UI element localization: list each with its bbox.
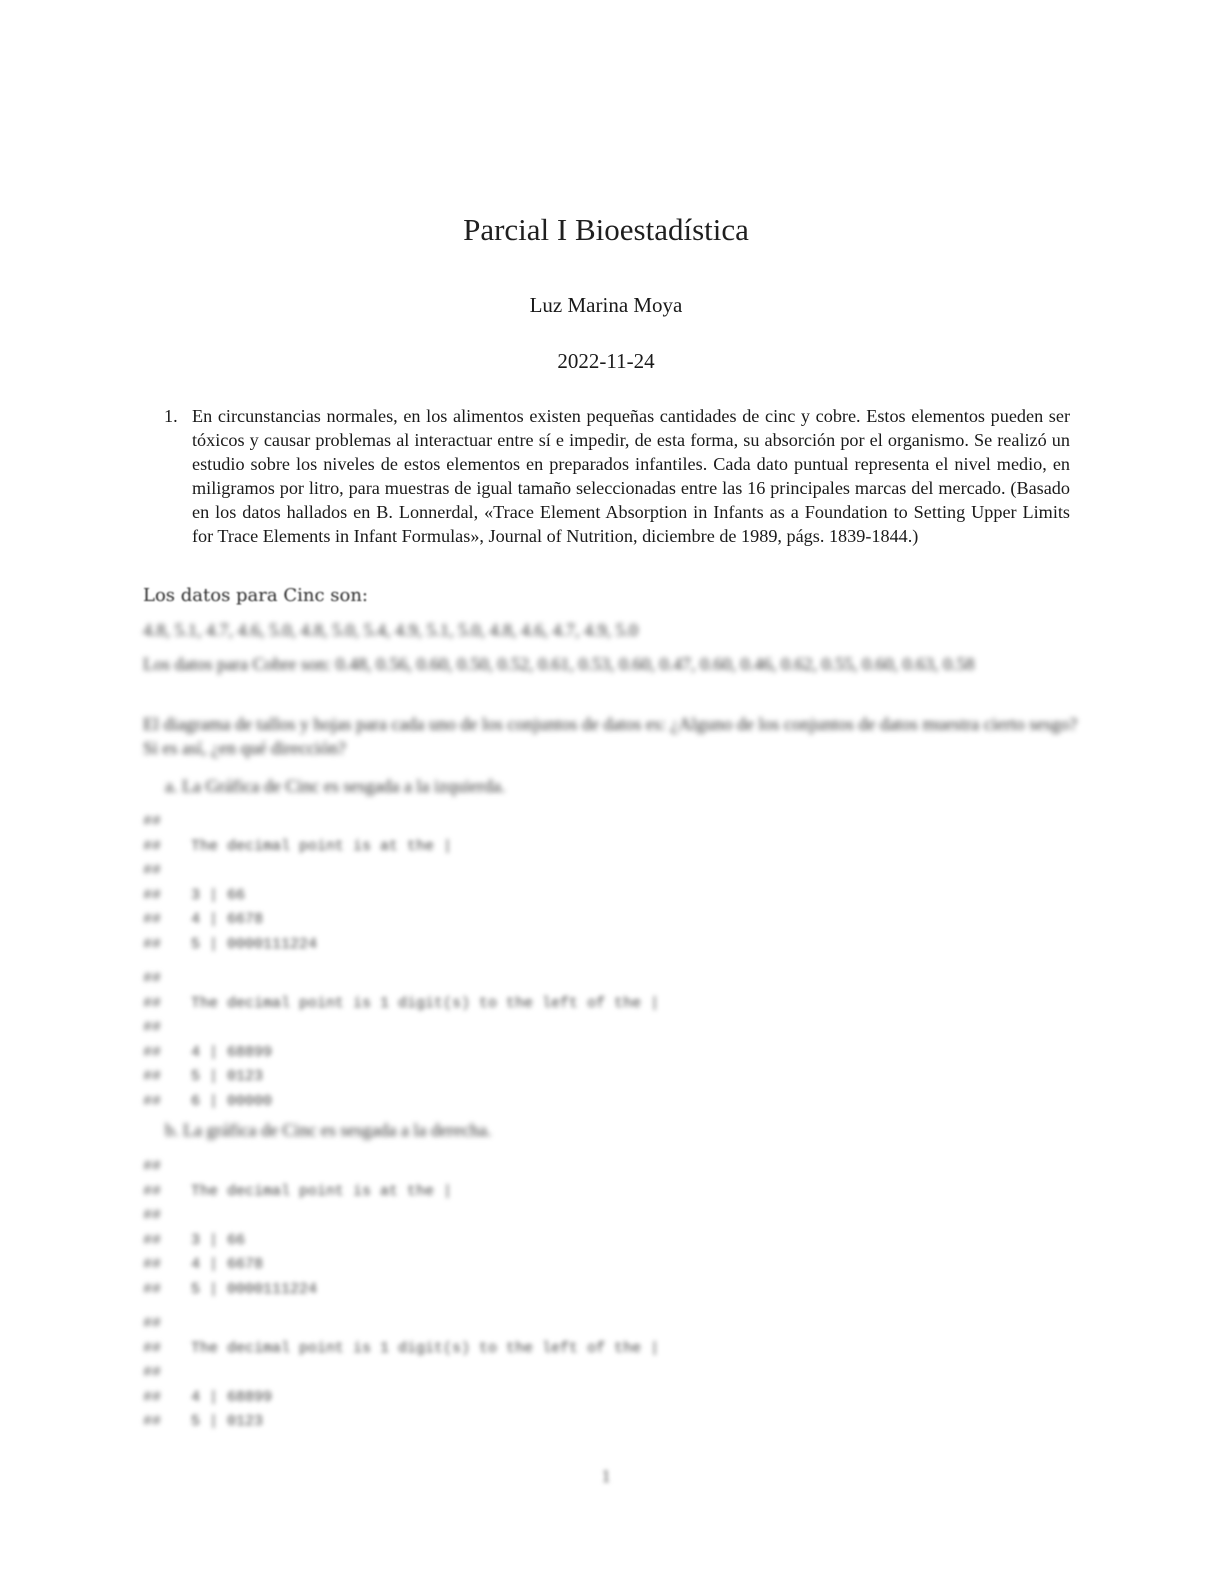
code-line-content: 4 | 6678: [191, 1256, 264, 1273]
code-line: [143, 967, 191, 991]
problem-number: 1.: [164, 406, 178, 426]
sub-question-b: b. La gráfica de Cinc es sesgada a la derecha.: [165, 1120, 492, 1140]
code-comment-marker: ##: [143, 1256, 162, 1273]
page-number: 1: [601, 1466, 611, 1486]
code-line-content: The decimal point is 1 digit(s) to the left of the |: [191, 1339, 660, 1357]
sub-question-a: a. La Gráfica de Cinc es sesgada a la izquierda.: [165, 776, 506, 796]
code-line-content: 5 | 0000111224: [191, 1280, 318, 1298]
code-line: [143, 859, 191, 883]
code-line: [143, 992, 659, 1016]
problem-1: [160, 404, 1070, 548]
code-comment-marker: ##: [143, 970, 162, 987]
code-line-content: 4 | 6678: [191, 911, 264, 928]
code-line-content: 3 | 66: [191, 886, 246, 904]
code-comment-marker: ##: [143, 1158, 162, 1175]
code-line: [143, 908, 263, 932]
code-comment-marker: ##: [143, 1231, 162, 1249]
code-line: [143, 1312, 191, 1336]
code-line: [143, 1253, 263, 1277]
code-line: [143, 933, 317, 957]
code-comment-marker: ##: [143, 911, 162, 928]
code-comment-marker: ##: [143, 1068, 162, 1085]
code-line: [143, 1180, 452, 1204]
code-line: [143, 1155, 191, 1179]
code-comment-marker: ##: [143, 1388, 162, 1406]
code-line-content: 5 | 0123: [191, 1413, 264, 1430]
code-comment-marker: ##: [143, 1280, 162, 1298]
code-comment-marker: ##: [143, 1413, 162, 1430]
code-comment-marker: ##: [143, 1364, 162, 1381]
zinc-values: 4.8, 5.1, 4.7, 4.6, 5.0, 4.8, 5.0, 5.4, 4.9, 5.1, 5.0, 4.8, 4.6, 4.7, 4.9, 5.0: [143, 620, 638, 640]
document-author: Luz Marina Moya: [529, 293, 683, 317]
code-line: [143, 835, 452, 859]
code-line: [143, 1041, 272, 1065]
code-line-content: 5 | 0123: [191, 1068, 264, 1085]
code-comment-marker: ##: [143, 1019, 162, 1036]
code-line: [143, 1016, 191, 1040]
code-line-content: 5 | 0000111224: [191, 935, 318, 953]
code-comment-marker: ##: [143, 1207, 162, 1224]
code-line-content: 3 | 66: [191, 1231, 246, 1249]
code-line-content: The decimal point is at the |: [191, 837, 453, 855]
code-comment-marker: ##: [143, 1315, 162, 1332]
code-comment-marker: ##: [143, 886, 162, 904]
zinc-intro: Los datos para Cinc son:: [143, 585, 368, 606]
code-line: [143, 1386, 272, 1410]
code-line: [143, 1090, 272, 1114]
code-line-content: 4 | 68899: [191, 1388, 273, 1406]
code-comment-marker: ##: [143, 1043, 162, 1061]
code-line-content: The decimal point is 1 digit(s) to the left of the |: [191, 994, 660, 1012]
code-line: [143, 1229, 245, 1253]
code-comment-marker: ##: [143, 935, 162, 953]
code-line: [143, 1065, 263, 1089]
code-line-content: 6 | 00000: [191, 1092, 273, 1110]
code-comment-marker: ##: [143, 813, 162, 830]
code-line: [143, 810, 191, 834]
code-comment-marker: ##: [143, 1339, 162, 1357]
code-line: [143, 1410, 263, 1434]
document-title: Parcial I Bioestadística: [463, 212, 749, 247]
document-date: 2022-11-24: [557, 349, 655, 373]
code-comment-marker: ##: [143, 1182, 162, 1200]
code-line: [143, 1337, 659, 1361]
copper-data: Los datos para Cobre son: 0.48, 0.56, 0.60, 0.50, 0.52, 0.61, 0.53, 0.60, 0.47, 0.60, 0.46, 0.62, 0.55, 0.60, 0.63, 0.58: [143, 654, 975, 674]
skew-question: El diagrama de tallos y hojas para cada uno de los conjuntos de datos es: ¿Alguno de los conjuntos de datos muestra cierto sesgo? Si es así, ¿en qué dirección?: [143, 714, 1078, 758]
problem-text: En circunstancias normales, en los alimentos existen pequeñas cantidades de cinc y cobre. Estos elementos pueden ser tóxicos y causar problemas al interactuar entre sí e impedir, de esta forma, su absorción por el organismo. Se realizó un estudio sobre los niveles de estos elementos en preparados infantiles. Cada dato puntual representa el nivel medio, en miligramos por litro, para muestras de igual tamaño seleccionadas entre las 16 principales marcas del mercado. (Basado en los datos hallados en B. Lonnerdal, «Trace Element Absorption in Infants as a Foundation to Setting Upper Limits for Trace Elements in Infant Formulas», Journal of Nutrition, diciembre de 1989, págs. 1839-1844.): [192, 406, 1070, 546]
code-comment-marker: ##: [143, 1092, 162, 1110]
code-line: [143, 1278, 317, 1302]
code-line: [143, 1204, 191, 1228]
code-comment-marker: ##: [143, 837, 162, 855]
code-comment-marker: ##: [143, 994, 162, 1012]
code-line-content: 4 | 68899: [191, 1043, 273, 1061]
code-line: [143, 1361, 191, 1385]
code-comment-marker: ##: [143, 862, 162, 879]
code-line: [143, 884, 245, 908]
code-line-content: The decimal point is at the |: [191, 1182, 453, 1200]
